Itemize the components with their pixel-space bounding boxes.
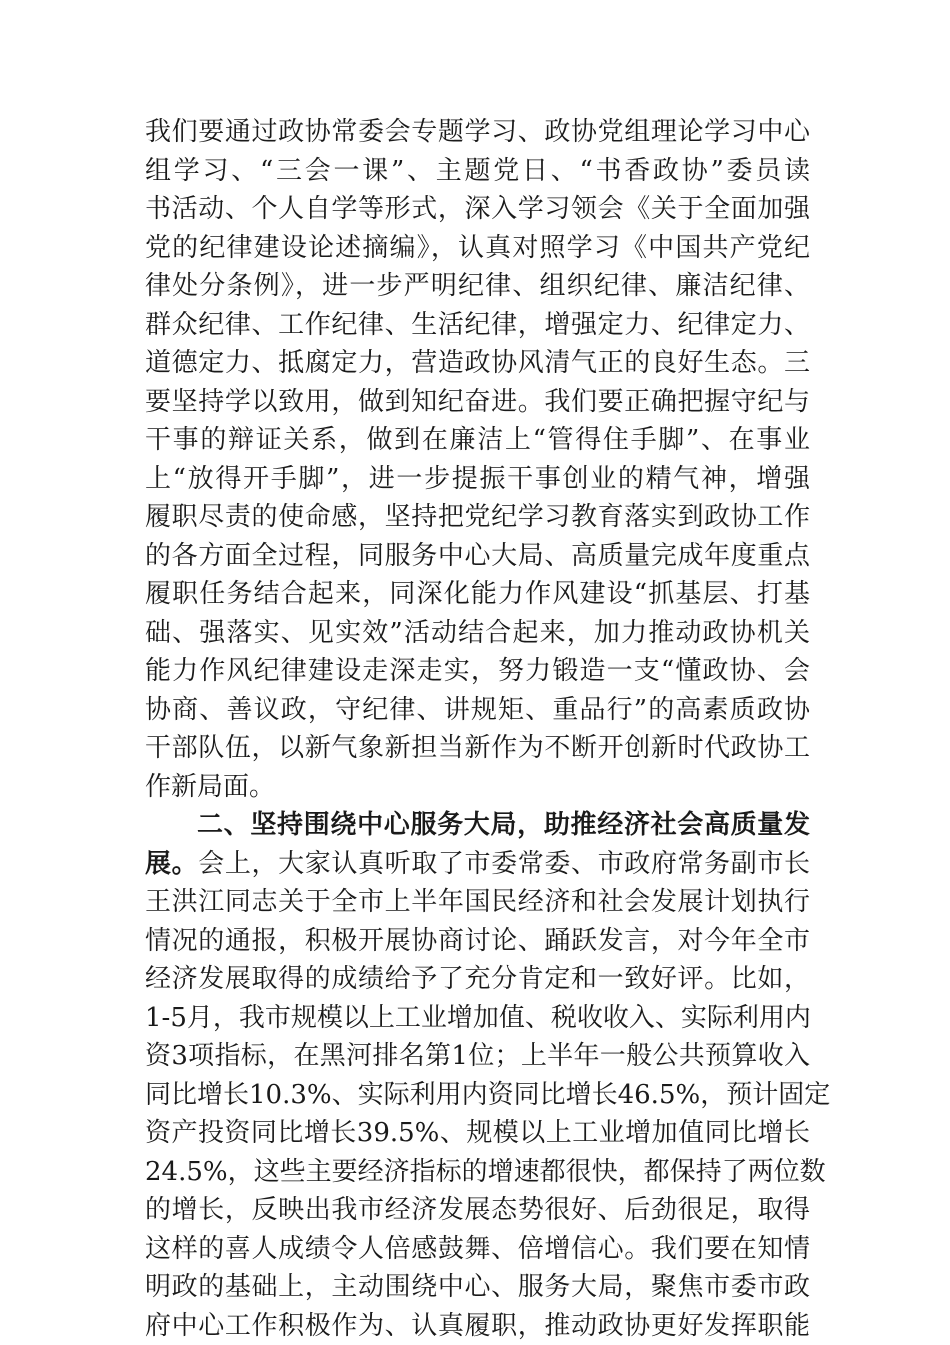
- text-line: 府中心工作积极作为、认真履职，推动政协更好发挥职能: [145, 1307, 810, 1345]
- text-line: 这样的喜人成绩令人倍感鼓舞、倍增信心。我们要在知情: [145, 1230, 810, 1269]
- paragraph-2: [145, 806, 810, 1345]
- text-line: 我们要通过政协常委会专题学习、政协党组理论学习中心: [145, 113, 810, 152]
- text-line: 24.5%，这些主要经济指标的增速都很快，都保持了两位数: [145, 1153, 810, 1192]
- text-line: 的增长，反映出我市经济发展态势很好、后劲很足，取得: [145, 1191, 810, 1230]
- text-line: 履职任务结合起来，同深化能力作风建设“抓基层、打基: [145, 575, 810, 614]
- text-line: 党的纪律建设论述摘编》，认真对照学习《中国共产党纪: [145, 229, 810, 268]
- text-line: 资3项指标，在黑河排名第1位；上半年一般公共预算收入: [145, 1037, 810, 1076]
- text-line: 书活动、个人自学等形式，深入学习领会《关于全面加强: [145, 190, 810, 229]
- body-text: [145, 113, 810, 1345]
- text-line: 的各方面全过程，同服务中心大局、高质量完成年度重点: [145, 537, 810, 576]
- text-line: 王洪江同志关于全市上半年国民经济和社会发展计划执行: [145, 883, 810, 922]
- text-line: 1-5月，我市规模以上工业增加值、税收收入、实际利用内: [145, 999, 810, 1038]
- paragraph-1: [145, 113, 810, 806]
- text-line: 要坚持学以致用，做到知纪奋进。我们要正确把握守纪与: [145, 383, 810, 422]
- text-line: 履职尽责的使命感，坚持把党纪学习教育落实到政协工作: [145, 498, 810, 537]
- text-line: 能力作风纪律建设走深走实，努力锻造一支“懂政协、会: [145, 652, 810, 691]
- section-heading: 二、坚持围绕中心服务大局，助推经济社会高质量发: [145, 806, 810, 845]
- section-heading-end: 展。: [145, 849, 198, 879]
- text-line: 律处分条例》，进一步严明纪律、组织纪律、廉洁纪律、: [145, 267, 810, 306]
- text-line: 干事的辩证关系，做到在廉洁上“管得住手脚”、在事业: [145, 421, 810, 460]
- text-line: [145, 845, 810, 884]
- text-line: 作新局面。: [145, 768, 810, 807]
- text-line: 协商、善议政，守纪律、讲规矩、重品行”的高素质政协: [145, 691, 810, 730]
- text-line: 明政的基础上，主动围绕中心、服务大局，聚焦市委市政: [145, 1268, 810, 1307]
- text-line: 情况的通报，积极开展协商讨论、踊跃发言，对今年全市: [145, 922, 810, 961]
- text-line: 经济发展取得的成绩给予了充分肯定和一致好评。比如，: [145, 960, 810, 999]
- text-line: 资产投资同比增长39.5%、规模以上工业增加值同比增长: [145, 1114, 810, 1153]
- text-line: 组学习、“三会一课”、主题党日、“书香政协”委员读: [145, 152, 810, 191]
- text-line: 道德定力、抵腐定力，营造政协风清气正的良好生态。三: [145, 344, 810, 383]
- text-line: 础、强落实、见实效”活动结合起来，加力推动政协机关: [145, 614, 810, 653]
- text-line: 同比增长10.3%、实际利用内资同比增长46.5%，预计固定: [145, 1076, 810, 1115]
- text-line: 干部队伍，以新气象新担当新作为不断开创新时代政协工: [145, 729, 810, 768]
- text-line-rest: 会上，大家认真听取了市委常委、市政府常务副市长: [198, 849, 810, 879]
- text-line: 群众纪律、工作纪律、生活纪律，增强定力、纪律定力、: [145, 306, 810, 345]
- text-line: 上“放得开手脚”，进一步提振干事创业的精气神，增强: [145, 460, 810, 499]
